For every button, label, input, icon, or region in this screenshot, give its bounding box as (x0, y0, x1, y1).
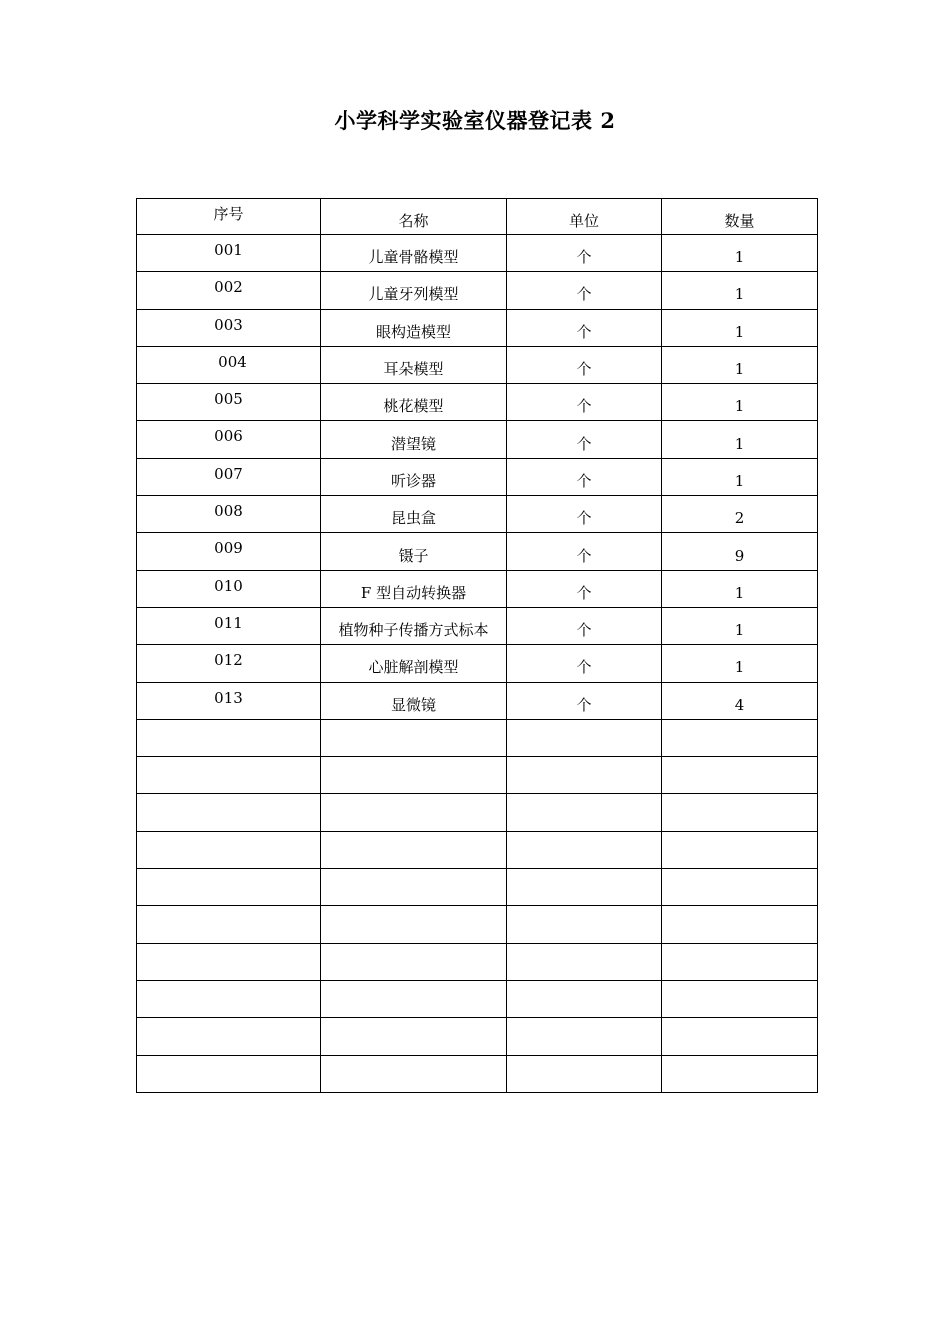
empty-cell (507, 943, 662, 980)
quantity-cell: 1 (662, 458, 818, 495)
empty-cell (137, 757, 321, 794)
quantity-cell: 1 (662, 421, 818, 458)
unit-cell: 个 (507, 272, 662, 309)
serial-number-cell: 009 (137, 533, 321, 570)
unit-cell: 个 (507, 496, 662, 533)
empty-cell (137, 719, 321, 756)
empty-cell (321, 831, 507, 868)
unit-cell: 个 (507, 309, 662, 346)
header-unit: 单位 (507, 199, 662, 235)
table-row (137, 570, 818, 607)
serial-number-cell: 005 (137, 384, 321, 421)
serial-number-cell (137, 346, 321, 383)
quantity-cell: 1 (662, 607, 818, 644)
empty-cell (507, 757, 662, 794)
serial-number-cell: 002 (137, 272, 321, 309)
empty-table-row (137, 1055, 818, 1092)
empty-cell (137, 980, 321, 1017)
table-row (137, 682, 818, 719)
empty-cell (137, 869, 321, 906)
table-row (137, 607, 818, 644)
empty-cell (662, 1018, 818, 1055)
empty-cell (507, 831, 662, 868)
empty-cell (662, 831, 818, 868)
quantity-cell: 1 (662, 384, 818, 421)
table-row (137, 421, 818, 458)
instrument-registry-table (136, 198, 818, 1093)
serial-number-cell: 013 (137, 682, 321, 719)
table-row (137, 533, 818, 570)
item-name-cell: 昆虫盒 (321, 496, 507, 533)
empty-cell (321, 943, 507, 980)
empty-cell (662, 906, 818, 943)
empty-cell (662, 794, 818, 831)
empty-table-row (137, 943, 818, 980)
quantity-cell: 4 (662, 682, 818, 719)
table-row (137, 272, 818, 309)
unit-cell: 个 (507, 645, 662, 682)
empty-cell (321, 757, 507, 794)
item-name-cell: 心脏解剖模型 (321, 645, 507, 682)
quantity-cell: 1 (662, 346, 818, 383)
unit-cell: 个 (507, 235, 662, 272)
serial-number-cell: 003 (137, 309, 321, 346)
empty-cell (321, 1018, 507, 1055)
item-name-cell: 耳朵模型 (321, 346, 507, 383)
empty-table-row (137, 719, 818, 756)
table-row (137, 384, 818, 421)
item-name-cell: 儿童牙列模型 (321, 272, 507, 309)
unit-cell: 个 (507, 533, 662, 570)
serial-number-cell: 001 (137, 235, 321, 272)
empty-table-row (137, 831, 818, 868)
table-header-row (137, 199, 818, 235)
empty-cell (507, 1018, 662, 1055)
empty-cell (662, 757, 818, 794)
empty-cell (507, 980, 662, 1017)
item-name-cell: 植物种子传播方式标本 (321, 607, 507, 644)
empty-cell (507, 719, 662, 756)
serial-number-cell: 010 (137, 570, 321, 607)
unit-cell: 个 (507, 384, 662, 421)
item-name-cell: 显微镜 (321, 682, 507, 719)
empty-cell (662, 869, 818, 906)
empty-table-row (137, 906, 818, 943)
table-row (137, 235, 818, 272)
quantity-cell: 1 (662, 645, 818, 682)
empty-table-row (137, 794, 818, 831)
serial-number-cell: 006 (137, 421, 321, 458)
empty-table-row (137, 1018, 818, 1055)
empty-cell (662, 719, 818, 756)
item-name-cell: 镊子 (321, 533, 507, 570)
quantity-cell: 2 (662, 496, 818, 533)
empty-cell (507, 869, 662, 906)
empty-cell (662, 1055, 818, 1092)
serial-number-cell: 012 (137, 645, 321, 682)
serial-number-cell: 011 (137, 607, 321, 644)
unit-cell: 个 (507, 570, 662, 607)
header-serial-number: 序号 (137, 199, 321, 235)
item-name-cell: 眼构造模型 (321, 309, 507, 346)
empty-cell (662, 980, 818, 1017)
empty-cell (507, 794, 662, 831)
header-quantity: 数量 (662, 199, 818, 235)
item-name-cell: 桃花模型 (321, 384, 507, 421)
empty-cell (137, 1055, 321, 1092)
empty-cell (321, 906, 507, 943)
empty-cell (137, 1018, 321, 1055)
unit-cell: 个 (507, 682, 662, 719)
empty-cell (507, 1055, 662, 1092)
table-row (137, 496, 818, 533)
item-name-cell: 潜望镜 (321, 421, 507, 458)
quantity-cell: 9 (662, 533, 818, 570)
unit-cell: 个 (507, 346, 662, 383)
empty-cell (137, 906, 321, 943)
serial-number-text: 004 (218, 352, 247, 371)
unit-cell: 个 (507, 421, 662, 458)
empty-cell (137, 794, 321, 831)
item-name-cell: 儿童骨骼模型 (321, 235, 507, 272)
table-row (137, 458, 818, 495)
page-title: 小学科学实验室仪器登记表 2 (334, 108, 616, 133)
table-row (137, 645, 818, 682)
empty-cell (507, 906, 662, 943)
quantity-cell: 1 (662, 272, 818, 309)
header-name: 名称 (321, 199, 507, 235)
empty-cell (321, 719, 507, 756)
quantity-cell: 1 (662, 570, 818, 607)
table-row (137, 346, 818, 383)
empty-cell (321, 980, 507, 1017)
empty-table-row (137, 869, 818, 906)
table-row (137, 309, 818, 346)
empty-cell (137, 831, 321, 868)
empty-cell (662, 943, 818, 980)
item-name-cell: F 型自动转换器 (321, 570, 507, 607)
empty-cell (321, 869, 507, 906)
empty-cell (321, 794, 507, 831)
quantity-cell: 1 (662, 309, 818, 346)
unit-cell: 个 (507, 458, 662, 495)
quantity-cell: 1 (662, 235, 818, 272)
empty-table-row (137, 757, 818, 794)
serial-number-cell: 008 (137, 496, 321, 533)
serial-number-cell: 007 (137, 458, 321, 495)
empty-cell (321, 1055, 507, 1092)
unit-cell: 个 (507, 607, 662, 644)
empty-table-row (137, 980, 818, 1017)
empty-cell (137, 943, 321, 980)
item-name-cell: 听诊器 (321, 458, 507, 495)
